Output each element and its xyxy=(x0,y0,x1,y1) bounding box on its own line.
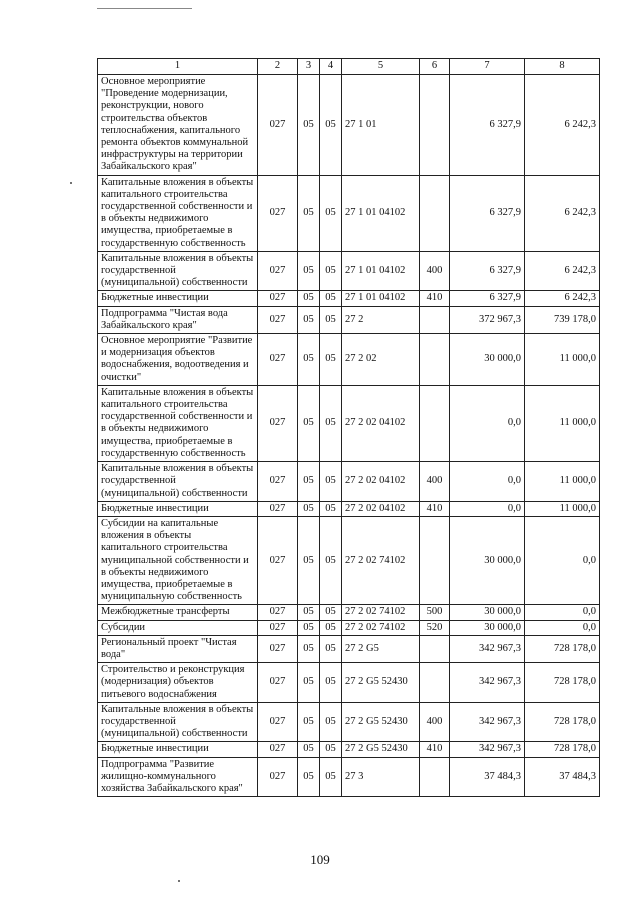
column-header: 5 xyxy=(342,59,420,75)
target-article-cell: 27 2 G5 xyxy=(342,635,420,662)
table-row xyxy=(98,742,600,757)
amount-col8-cell: 6 242,3 xyxy=(525,291,600,306)
subsection-code-cell: 05 xyxy=(320,635,342,662)
table-row xyxy=(98,516,600,604)
amount-col8-cell: 0,0 xyxy=(525,620,600,635)
subsection-code-cell: 05 xyxy=(320,663,342,703)
amount-col7-cell: 342 967,3 xyxy=(450,742,525,757)
item-name-cell: Строительство и реконструкция (модернизация) объектов питьевого водоснабжения xyxy=(98,663,258,703)
ministry-code-cell: 027 xyxy=(258,175,298,251)
ministry-code-cell: 027 xyxy=(258,462,298,502)
expense-type-cell xyxy=(420,635,450,662)
target-article-cell: 27 2 xyxy=(342,306,420,333)
table-row xyxy=(98,306,600,333)
item-name-cell: Капитальные вложения в объекты капитального строительства государственной собственности и в объекты недвижимого имущества, приобретаемые в государственную собственность xyxy=(98,385,258,461)
ministry-code-cell: 027 xyxy=(258,251,298,291)
table-row xyxy=(98,334,600,386)
ministry-code-cell: 027 xyxy=(258,385,298,461)
amount-col8-cell: 11 000,0 xyxy=(525,334,600,386)
table-row xyxy=(98,251,600,291)
section-code-cell: 05 xyxy=(298,620,320,635)
table-row xyxy=(98,291,600,306)
item-name-cell: Межбюджетные трансферты xyxy=(98,605,258,620)
table-row xyxy=(98,501,600,516)
ministry-code-cell: 027 xyxy=(258,635,298,662)
target-article-cell: 27 2 02 04102 xyxy=(342,385,420,461)
target-article-cell: 27 2 02 74102 xyxy=(342,605,420,620)
ministry-code-cell: 027 xyxy=(258,75,298,176)
expense-type-cell xyxy=(420,663,450,703)
item-name-cell: Капитальные вложения в объекты капитального строительства государственной собственности и в объекты недвижимого имущества, приобретаемые в государственную собственность xyxy=(98,175,258,251)
item-name-cell: Капитальные вложения в объекты государственной (муниципальной) собственности xyxy=(98,702,258,742)
target-article-cell: 27 2 02 74102 xyxy=(342,620,420,635)
item-name-cell: Бюджетные инвестиции xyxy=(98,501,258,516)
subsection-code-cell: 05 xyxy=(320,501,342,516)
item-name-cell: Капитальные вложения в объекты государственной (муниципальной) собственности xyxy=(98,251,258,291)
amount-col8-cell: 0,0 xyxy=(525,605,600,620)
subsection-code-cell: 05 xyxy=(320,291,342,306)
amount-col7-cell: 6 327,9 xyxy=(450,75,525,176)
page-number: 109 xyxy=(310,852,330,867)
table-row xyxy=(98,620,600,635)
ministry-code-cell: 027 xyxy=(258,291,298,306)
target-article-cell: 27 2 02 74102 xyxy=(342,516,420,604)
amount-col8-cell: 37 484,3 xyxy=(525,757,600,797)
amount-col7-cell: 342 967,3 xyxy=(450,663,525,703)
amount-col7-cell: 342 967,3 xyxy=(450,635,525,662)
expense-type-cell: 400 xyxy=(420,462,450,502)
item-name-cell: Капитальные вложения в объекты государственной (муниципальной) собственности xyxy=(98,462,258,502)
amount-col7-cell: 342 967,3 xyxy=(450,702,525,742)
table-row xyxy=(98,605,600,620)
target-article-cell: 27 1 01 xyxy=(342,75,420,176)
table-row xyxy=(98,663,600,703)
expense-type-cell: 410 xyxy=(420,291,450,306)
section-code-cell: 05 xyxy=(298,757,320,797)
amount-col7-cell: 0,0 xyxy=(450,385,525,461)
subsection-code-cell: 05 xyxy=(320,605,342,620)
target-article-cell: 27 1 01 04102 xyxy=(342,291,420,306)
item-name-cell: Бюджетные инвестиции xyxy=(98,742,258,757)
amount-col8-cell: 728 178,0 xyxy=(525,742,600,757)
subsection-code-cell: 05 xyxy=(320,385,342,461)
amount-col7-cell: 6 327,9 xyxy=(450,251,525,291)
amount-col7-cell: 0,0 xyxy=(450,462,525,502)
amount-col7-cell: 6 327,9 xyxy=(450,175,525,251)
column-header: 4 xyxy=(320,59,342,75)
amount-col7-cell: 30 000,0 xyxy=(450,605,525,620)
section-code-cell: 05 xyxy=(298,635,320,662)
subsection-code-cell: 05 xyxy=(320,516,342,604)
expense-type-cell xyxy=(420,306,450,333)
target-article-cell: 27 2 02 04102 xyxy=(342,462,420,502)
amount-col8-cell: 728 178,0 xyxy=(525,635,600,662)
expense-type-cell: 500 xyxy=(420,605,450,620)
expense-type-cell: 400 xyxy=(420,251,450,291)
amount-col7-cell: 372 967,3 xyxy=(450,306,525,333)
scan-speck xyxy=(178,880,180,882)
section-code-cell: 05 xyxy=(298,385,320,461)
amount-col7-cell: 37 484,3 xyxy=(450,757,525,797)
amount-col8-cell: 6 242,3 xyxy=(525,75,600,176)
table-row xyxy=(98,702,600,742)
amount-col7-cell: 30 000,0 xyxy=(450,516,525,604)
table-row xyxy=(98,462,600,502)
table-row xyxy=(98,635,600,662)
ministry-code-cell: 027 xyxy=(258,306,298,333)
target-article-cell: 27 1 01 04102 xyxy=(342,175,420,251)
expense-type-cell xyxy=(420,385,450,461)
table-row xyxy=(98,175,600,251)
target-article-cell: 27 2 G5 52430 xyxy=(342,742,420,757)
expense-type-cell: 400 xyxy=(420,702,450,742)
item-name-cell: Бюджетные инвестиции xyxy=(98,291,258,306)
subsection-code-cell: 05 xyxy=(320,306,342,333)
expense-type-cell xyxy=(420,334,450,386)
amount-col7-cell: 30 000,0 xyxy=(450,620,525,635)
item-name-cell: Субсидии xyxy=(98,620,258,635)
amount-col8-cell: 11 000,0 xyxy=(525,501,600,516)
table-row xyxy=(98,757,600,797)
item-name-cell: Подпрограмма "Развитие жилищно-коммунального хозяйства Забайкальского края" xyxy=(98,757,258,797)
table-row xyxy=(98,385,600,461)
expense-type-cell: 410 xyxy=(420,501,450,516)
subsection-code-cell: 05 xyxy=(320,742,342,757)
column-header: 7 xyxy=(450,59,525,75)
subsection-code-cell: 05 xyxy=(320,702,342,742)
amount-col7-cell: 30 000,0 xyxy=(450,334,525,386)
ministry-code-cell: 027 xyxy=(258,757,298,797)
expense-type-cell: 410 xyxy=(420,742,450,757)
section-code-cell: 05 xyxy=(298,742,320,757)
target-article-cell: 27 2 G5 52430 xyxy=(342,663,420,703)
section-code-cell: 05 xyxy=(298,702,320,742)
item-name-cell: Субсидии на капитальные вложения в объекты капитального строительства муниципальной собственности и в объекты недвижимого имущества, приобретаемые в муниципальную собственность xyxy=(98,516,258,604)
ministry-code-cell: 027 xyxy=(258,516,298,604)
amount-col7-cell: 6 327,9 xyxy=(450,291,525,306)
column-header: 1 xyxy=(98,59,258,75)
column-header: 8 xyxy=(525,59,600,75)
expense-type-cell xyxy=(420,757,450,797)
expense-type-cell: 520 xyxy=(420,620,450,635)
item-name-cell: Подпрограмма "Чистая вода Забайкальского края" xyxy=(98,306,258,333)
subsection-code-cell: 05 xyxy=(320,462,342,502)
expense-type-cell xyxy=(420,75,450,176)
section-code-cell: 05 xyxy=(298,663,320,703)
section-code-cell: 05 xyxy=(298,291,320,306)
amount-col8-cell: 11 000,0 xyxy=(525,462,600,502)
ministry-code-cell: 027 xyxy=(258,620,298,635)
section-code-cell: 05 xyxy=(298,516,320,604)
subsection-code-cell: 05 xyxy=(320,75,342,176)
target-article-cell: 27 3 xyxy=(342,757,420,797)
scan-speck xyxy=(70,182,72,184)
expense-type-cell xyxy=(420,516,450,604)
section-code-cell: 05 xyxy=(298,175,320,251)
ministry-code-cell: 027 xyxy=(258,605,298,620)
item-name-cell: Основное мероприятие "Проведение модернизации, реконструкции, нового строительства объектов теплоснабжения, капитального ремонта объектов коммунальной инфраструктуры на территории Забайкальского края" xyxy=(98,75,258,176)
section-code-cell: 05 xyxy=(298,605,320,620)
ministry-code-cell: 027 xyxy=(258,663,298,703)
section-code-cell: 05 xyxy=(298,306,320,333)
subsection-code-cell: 05 xyxy=(320,620,342,635)
table-row xyxy=(98,75,600,176)
subsection-code-cell: 05 xyxy=(320,175,342,251)
column-header: 6 xyxy=(420,59,450,75)
item-name-cell: Региональный проект "Чистая вода" xyxy=(98,635,258,662)
target-article-cell: 27 1 01 04102 xyxy=(342,251,420,291)
table-header-row xyxy=(98,59,600,75)
section-code-cell: 05 xyxy=(298,75,320,176)
column-header: 3 xyxy=(298,59,320,75)
ministry-code-cell: 027 xyxy=(258,501,298,516)
scan-artifact-line xyxy=(97,8,192,9)
column-header: 2 xyxy=(258,59,298,75)
amount-col8-cell: 6 242,3 xyxy=(525,175,600,251)
target-article-cell: 27 2 02 04102 xyxy=(342,501,420,516)
table-body xyxy=(98,75,600,797)
subsection-code-cell: 05 xyxy=(320,757,342,797)
target-article-cell: 27 2 02 xyxy=(342,334,420,386)
budget-table xyxy=(97,58,600,797)
amount-col8-cell: 0,0 xyxy=(525,516,600,604)
ministry-code-cell: 027 xyxy=(258,742,298,757)
section-code-cell: 05 xyxy=(298,501,320,516)
item-name-cell: Основное мероприятие "Развитие и модернизация объектов водоснабжения, водоотведения и очистки" xyxy=(98,334,258,386)
amount-col8-cell: 728 178,0 xyxy=(525,663,600,703)
amount-col7-cell: 0,0 xyxy=(450,501,525,516)
section-code-cell: 05 xyxy=(298,251,320,291)
amount-col8-cell: 11 000,0 xyxy=(525,385,600,461)
section-code-cell: 05 xyxy=(298,334,320,386)
subsection-code-cell: 05 xyxy=(320,251,342,291)
amount-col8-cell: 6 242,3 xyxy=(525,251,600,291)
section-code-cell: 05 xyxy=(298,462,320,502)
target-article-cell: 27 2 G5 52430 xyxy=(342,702,420,742)
subsection-code-cell: 05 xyxy=(320,334,342,386)
amount-col8-cell: 728 178,0 xyxy=(525,702,600,742)
expense-type-cell xyxy=(420,175,450,251)
amount-col8-cell: 739 178,0 xyxy=(525,306,600,333)
ministry-code-cell: 027 xyxy=(258,702,298,742)
ministry-code-cell: 027 xyxy=(258,334,298,386)
